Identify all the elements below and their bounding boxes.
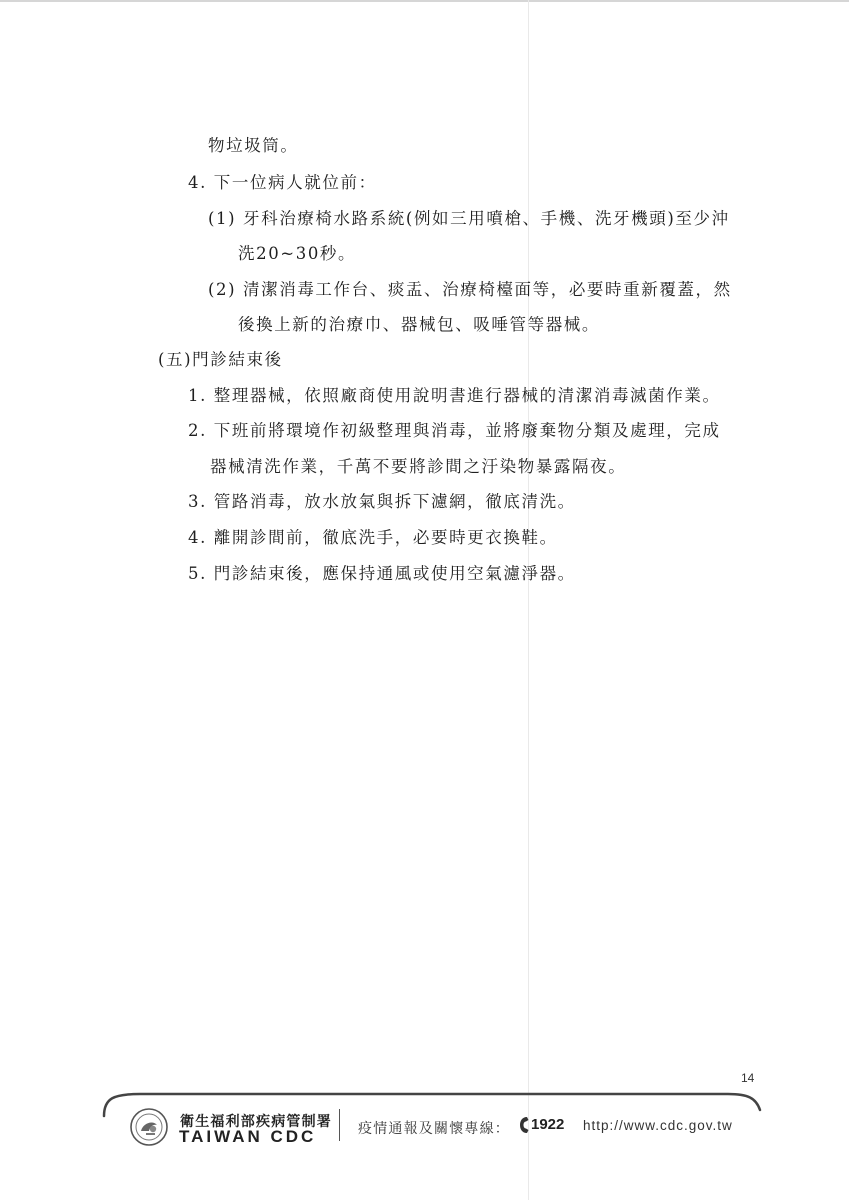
list-item-continued: 器械清洗作業，千萬不要將診間之汙染物暴露隔夜。 — [210, 457, 627, 476]
sub-item-continued: 後換上新的治療巾、器械包、吸唾管等器械。 — [238, 315, 600, 334]
footer-divider — [339, 1109, 340, 1141]
scan-fold-line — [528, 0, 529, 1200]
list-item-heading: 4. 下一位病人就位前： — [188, 173, 377, 192]
section-heading: (五)門診結束後 — [158, 350, 283, 369]
website-link[interactable]: http://www.cdc.gov.tw — [583, 1118, 733, 1133]
list-item: 2. 下班前將環境作初級整理與消毒，並將廢棄物分類及處理，完成 — [188, 421, 721, 440]
sub-item: (2) 清潔消毒工作台、痰盂、治療椅檯面等，必要時重新覆蓋，然 — [208, 280, 732, 299]
list-item: 5. 門診結束後，應保持通風或使用空氣濾淨器。 — [188, 564, 576, 583]
org-name-cn: 衛生福利部疾病管制署 — [180, 1114, 332, 1130]
list-item: 3. 管路消毒，放水放氣與拆下濾網，徹底清洗。 — [188, 492, 576, 511]
phone-icon — [519, 1116, 530, 1134]
text-line: 物垃圾筒。 — [208, 136, 299, 155]
hotline-label: 疫情通報及關懷專線： — [358, 1121, 510, 1137]
list-item: 1. 整理器械，依照廠商使用說明書進行器械的清潔消毒滅菌作業。 — [188, 386, 721, 405]
scan-top-edge — [0, 0, 849, 2]
list-item: 4. 離開診間前，徹底洗手，必要時更衣換鞋。 — [188, 528, 558, 547]
hotline-number: 1922 — [531, 1116, 565, 1133]
page-number: 14 — [741, 1071, 755, 1085]
sub-item: (1) 牙科治療椅水路系統(例如三用噴槍、手機、洗牙機頭)至少沖 — [208, 209, 730, 228]
org-name-en: TAIWAN CDC — [179, 1127, 317, 1146]
cdc-seal-icon — [129, 1107, 169, 1147]
sub-item-continued: 洗20~30秒。 — [238, 244, 357, 263]
